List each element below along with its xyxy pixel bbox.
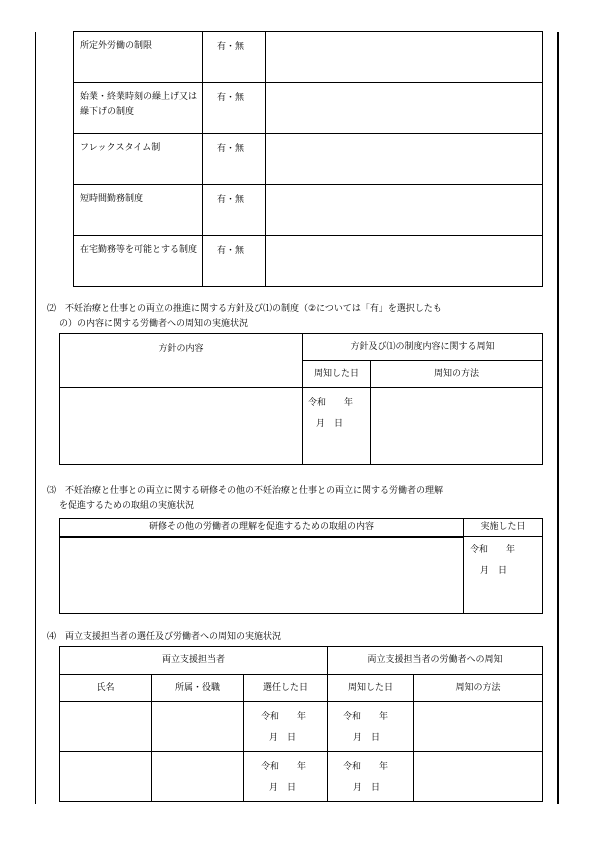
date-era-year: 令和 年 bbox=[261, 712, 307, 722]
training-table bbox=[59, 518, 543, 614]
date-month-day: 月 日 bbox=[269, 783, 297, 793]
system-label: 在宅勤務等を可能とする制度 bbox=[74, 236, 203, 287]
department-cell[interactable] bbox=[152, 702, 244, 752]
date-era-year: 令和 年 bbox=[470, 545, 516, 555]
policy-content-cell[interactable] bbox=[60, 388, 303, 465]
system-label: 所定外労働の制限 bbox=[74, 32, 203, 83]
section4-heading: ⑷ 両立支援担当者の選任及び労働者への周知の実施状況 bbox=[47, 632, 282, 642]
training-content-header: 研修その他の労働者の理解を促進するための取組の内容 bbox=[60, 519, 464, 537]
date-era-year: 令和 年 bbox=[343, 712, 389, 722]
name-header: 氏名 bbox=[60, 675, 152, 702]
notice-method-cell[interactable] bbox=[414, 702, 543, 752]
section2-heading bbox=[47, 302, 557, 332]
date-era-year: 令和 年 bbox=[261, 762, 307, 772]
date-month-day: 月 日 bbox=[269, 733, 297, 743]
name-cell[interactable] bbox=[60, 752, 152, 802]
notice-method-cell[interactable] bbox=[414, 752, 543, 802]
yes-no-choice[interactable]: 有・無 bbox=[203, 32, 266, 83]
left-margin-line bbox=[35, 32, 36, 804]
system-label: 始業・終業時刻の繰上げ又は繰下げの制度 bbox=[74, 83, 203, 134]
section2-heading-line2: の）の内容に関する労働者への周知の実施状況 bbox=[59, 319, 249, 329]
policy-table bbox=[59, 333, 543, 465]
notice-date-cell[interactable] bbox=[303, 388, 371, 465]
policy-content-header bbox=[60, 334, 303, 388]
date-month-day: 月 日 bbox=[316, 419, 344, 429]
details-cell[interactable] bbox=[266, 83, 543, 134]
notice-date-header: 周知した日 bbox=[303, 361, 371, 388]
training-content-cell[interactable] bbox=[60, 537, 464, 614]
coordinator-table bbox=[59, 646, 543, 802]
notice-group-header: 方針及び⑴の制度内容に関する周知 bbox=[303, 334, 543, 361]
name-cell[interactable] bbox=[60, 702, 152, 752]
notified-date-cell[interactable] bbox=[328, 702, 414, 752]
section3-heading bbox=[47, 484, 557, 514]
system-label: 短時間勤務制度 bbox=[74, 185, 203, 236]
notified-date-header: 周知した日 bbox=[328, 675, 414, 702]
appointed-date-cell[interactable] bbox=[244, 702, 328, 752]
date-era-year: 令和 年 bbox=[308, 398, 354, 408]
training-date-header: 実施した日 bbox=[464, 519, 543, 537]
notified-date-cell[interactable] bbox=[328, 752, 414, 802]
yes-no-choice[interactable]: 有・無 bbox=[203, 134, 266, 185]
yes-no-choice[interactable]: 有・無 bbox=[203, 236, 266, 287]
details-cell[interactable] bbox=[266, 32, 543, 83]
section3-heading-line2: を促進するための取組の実施状況 bbox=[59, 501, 195, 511]
right-margin-line bbox=[557, 32, 559, 804]
coordinator-notice-group-header: 両立支援担当者の労働者への周知 bbox=[328, 647, 543, 675]
date-month-day: 月 日 bbox=[353, 783, 381, 793]
training-date-cell[interactable] bbox=[464, 537, 543, 614]
notice-method-header: 周知の方法 bbox=[414, 675, 543, 702]
appointed-date-header: 選任した日 bbox=[244, 675, 328, 702]
section3-heading-line1: ⑶ 不妊治療と仕事との両立に関する研修その他の不妊治療と仕事との両立に関する労働者の理解 bbox=[47, 486, 444, 496]
section2-heading-line1: ⑵ 不妊治療と仕事との両立の推進に関する方針及び⑴の制度（②については「有」を選択したも bbox=[47, 304, 442, 314]
date-month-day: 月 日 bbox=[480, 566, 508, 576]
notice-method-cell[interactable] bbox=[371, 388, 543, 465]
system-label: フレックスタイム制 bbox=[74, 134, 203, 185]
notice-method-header: 周知の方法 bbox=[371, 361, 543, 388]
table-row bbox=[60, 752, 543, 802]
appointed-date-cell[interactable] bbox=[244, 752, 328, 802]
department-header: 所属・役職 bbox=[152, 675, 244, 702]
yes-no-choice[interactable]: 有・無 bbox=[203, 185, 266, 236]
system-table bbox=[73, 31, 543, 287]
department-cell[interactable] bbox=[152, 752, 244, 802]
details-cell[interactable] bbox=[266, 134, 543, 185]
details-cell[interactable] bbox=[266, 236, 543, 287]
yes-no-choice[interactable]: 有・無 bbox=[203, 83, 266, 134]
date-month-day: 月 日 bbox=[353, 733, 381, 743]
coordinator-group-header: 両立支援担当者 bbox=[60, 647, 328, 675]
details-cell[interactable] bbox=[266, 185, 543, 236]
policy-content-header-label: 方針の内容 bbox=[158, 344, 204, 354]
table-row bbox=[60, 702, 543, 752]
date-era-year: 令和 年 bbox=[343, 762, 389, 772]
